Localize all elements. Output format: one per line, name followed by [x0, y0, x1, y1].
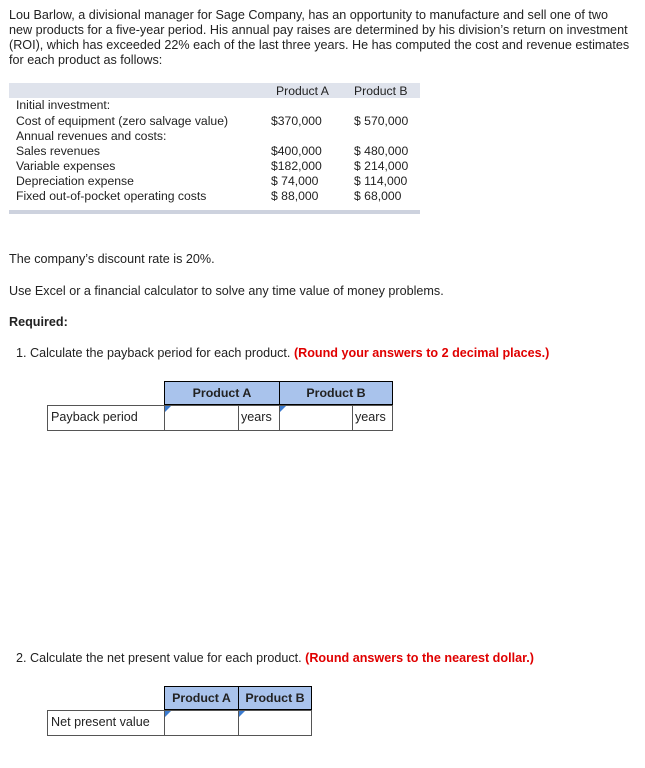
estimates-row-label: Cost of equipment (zero salvage value) — [16, 114, 229, 128]
discount-rate-text: The company’s discount rate is 20%. — [9, 252, 215, 266]
payback-col-product-b: Product B — [279, 381, 393, 405]
payback-row-label: Payback period — [47, 405, 165, 431]
estimates-col-product-b: Product B — [354, 84, 408, 98]
required-heading: Required: — [9, 315, 68, 329]
estimates-value-b: $ 68,000 — [354, 189, 402, 203]
intro-paragraph: Lou Barlow, a divisional manager for Sage Company, has an opportunity to manufacture and sell one of two new products for a five-year period. His annual pay raises are determined by his division’s return on investment (ROI), which has exceeded 22% each of the last three years. He has computed the cost and revenue estimates for each product as follows: — [9, 8, 630, 67]
question-2-rounding-note: (Round answers to the nearest dollar.) — [305, 651, 534, 665]
question-1 — [16, 346, 549, 360]
excel-instruction-text: Use Excel or a financial calculator to solve any time value of money problems. — [9, 284, 444, 298]
payback-product-a-input[interactable] — [164, 405, 239, 431]
npv-product-b-input[interactable] — [238, 710, 312, 736]
question-2 — [16, 651, 534, 665]
estimates-value-b: $ 570,000 — [354, 114, 409, 128]
npv-col-product-b: Product B — [238, 686, 312, 710]
estimates-row-label: Variable expenses — [16, 159, 116, 173]
estimates-row-label: Sales revenues — [16, 144, 101, 158]
estimates-value-a: $ 88,000 — [271, 189, 319, 203]
input-flag-icon — [239, 711, 245, 717]
estimates-value-a: $182,000 — [271, 159, 322, 173]
estimates-col-product-a: Product A — [276, 84, 329, 98]
estimates-value-a: $400,000 — [271, 144, 322, 158]
input-flag-icon — [165, 711, 171, 717]
payback-product-a-unit: years — [238, 405, 280, 431]
estimates-value-a: $ 74,000 — [271, 174, 319, 188]
estimates-value-b: $ 480,000 — [354, 144, 409, 158]
estimates-value-b: $ 114,000 — [354, 174, 408, 188]
input-flag-icon — [280, 406, 286, 412]
estimates-row-label: Annual revenues and costs: — [16, 129, 167, 143]
estimates-footer-band — [9, 210, 420, 214]
estimates-row-label: Fixed out-of-pocket operating costs — [16, 189, 207, 203]
estimates-value-b: $ 214,000 — [354, 159, 409, 173]
input-flag-icon — [165, 406, 171, 412]
estimates-row-label: Depreciation expense — [16, 174, 134, 188]
npv-product-a-input[interactable] — [164, 710, 239, 736]
payback-product-b-input[interactable] — [279, 405, 353, 431]
npv-row-label: Net present value — [47, 710, 165, 736]
estimates-row-label: Initial investment: — [16, 98, 111, 112]
estimates-value-a: $370,000 — [271, 114, 322, 128]
question-1-text: 1. Calculate the payback period for each product. — [16, 346, 294, 360]
payback-product-b-unit: years — [352, 405, 393, 431]
question-1-rounding-note: (Round your answers to 2 decimal places.) — [293, 346, 550, 360]
question-2-text: 2. Calculate the net present value for each product. — [16, 651, 306, 665]
payback-col-product-a: Product A — [164, 381, 280, 405]
npv-col-product-a: Product A — [164, 686, 239, 710]
